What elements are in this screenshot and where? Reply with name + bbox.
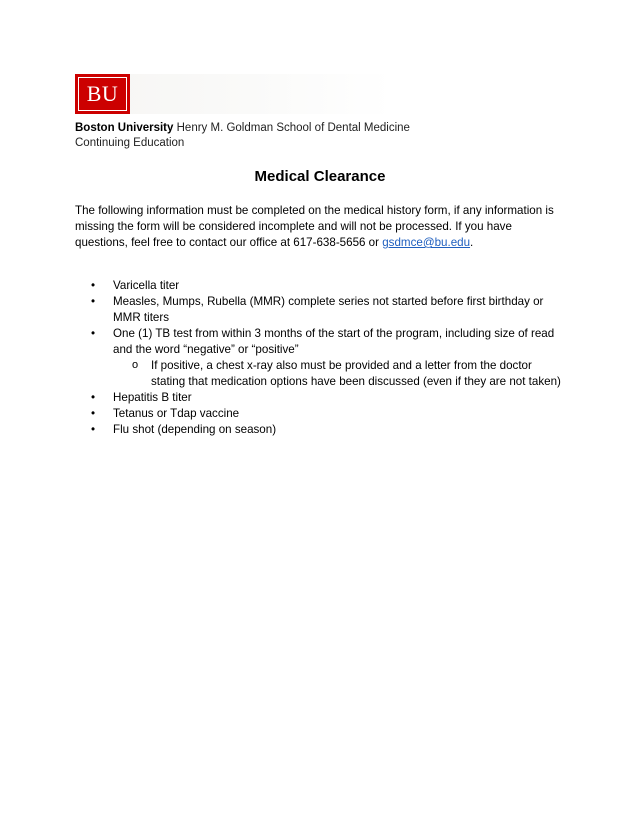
university-name: Boston University: [75, 122, 174, 134]
bu-logo: [75, 74, 130, 114]
requirement-text: Tetanus or Tdap vaccine: [113, 407, 240, 420]
intro-text: The following information must be completed on the medical history form, if any information is missing the form will be considered incomplete and will not be processed. If you have questions, feel free to contact our office at 617-638-5656 or: [75, 204, 554, 249]
email-link[interactable]: gsdmce@bu.edu: [382, 236, 471, 249]
page-title: Medical Clearance: [254, 168, 386, 185]
list-item: [75, 390, 567, 406]
requirement-text: Flu shot (depending on season): [113, 423, 277, 436]
list-item: [75, 326, 567, 390]
intro-end: .: [470, 236, 474, 249]
list-item: [75, 406, 567, 422]
requirements-list: [75, 278, 567, 438]
requirement-text: Varicella titer: [113, 279, 180, 292]
department-name: Continuing Education: [75, 137, 185, 149]
sub-requirement-text: If positive, a chest x-ray also must be provided and a letter from the doctor stating that medication options have been discussed (even if they are not taken): [151, 359, 561, 388]
list-item: [75, 294, 567, 326]
requirement-text: One (1) TB test from within 3 months of the start of the program, including size of read and the word “negative” or “positive”: [113, 327, 555, 356]
bu-logo-text: BU: [78, 77, 127, 111]
intro-paragraph: [75, 203, 567, 251]
sub-list-item: [113, 358, 567, 390]
list-item: [75, 422, 567, 438]
school-name: Henry M. Goldman School of Dental Medicine: [176, 122, 410, 134]
requirement-text: Measles, Mumps, Rubella (MMR) complete series not started before first birthday or MMR titers: [113, 295, 544, 324]
requirement-text: Hepatitis B titer: [113, 391, 192, 404]
institution-header: [75, 121, 410, 151]
list-item: [75, 278, 567, 294]
sub-requirements-list: [113, 358, 567, 390]
